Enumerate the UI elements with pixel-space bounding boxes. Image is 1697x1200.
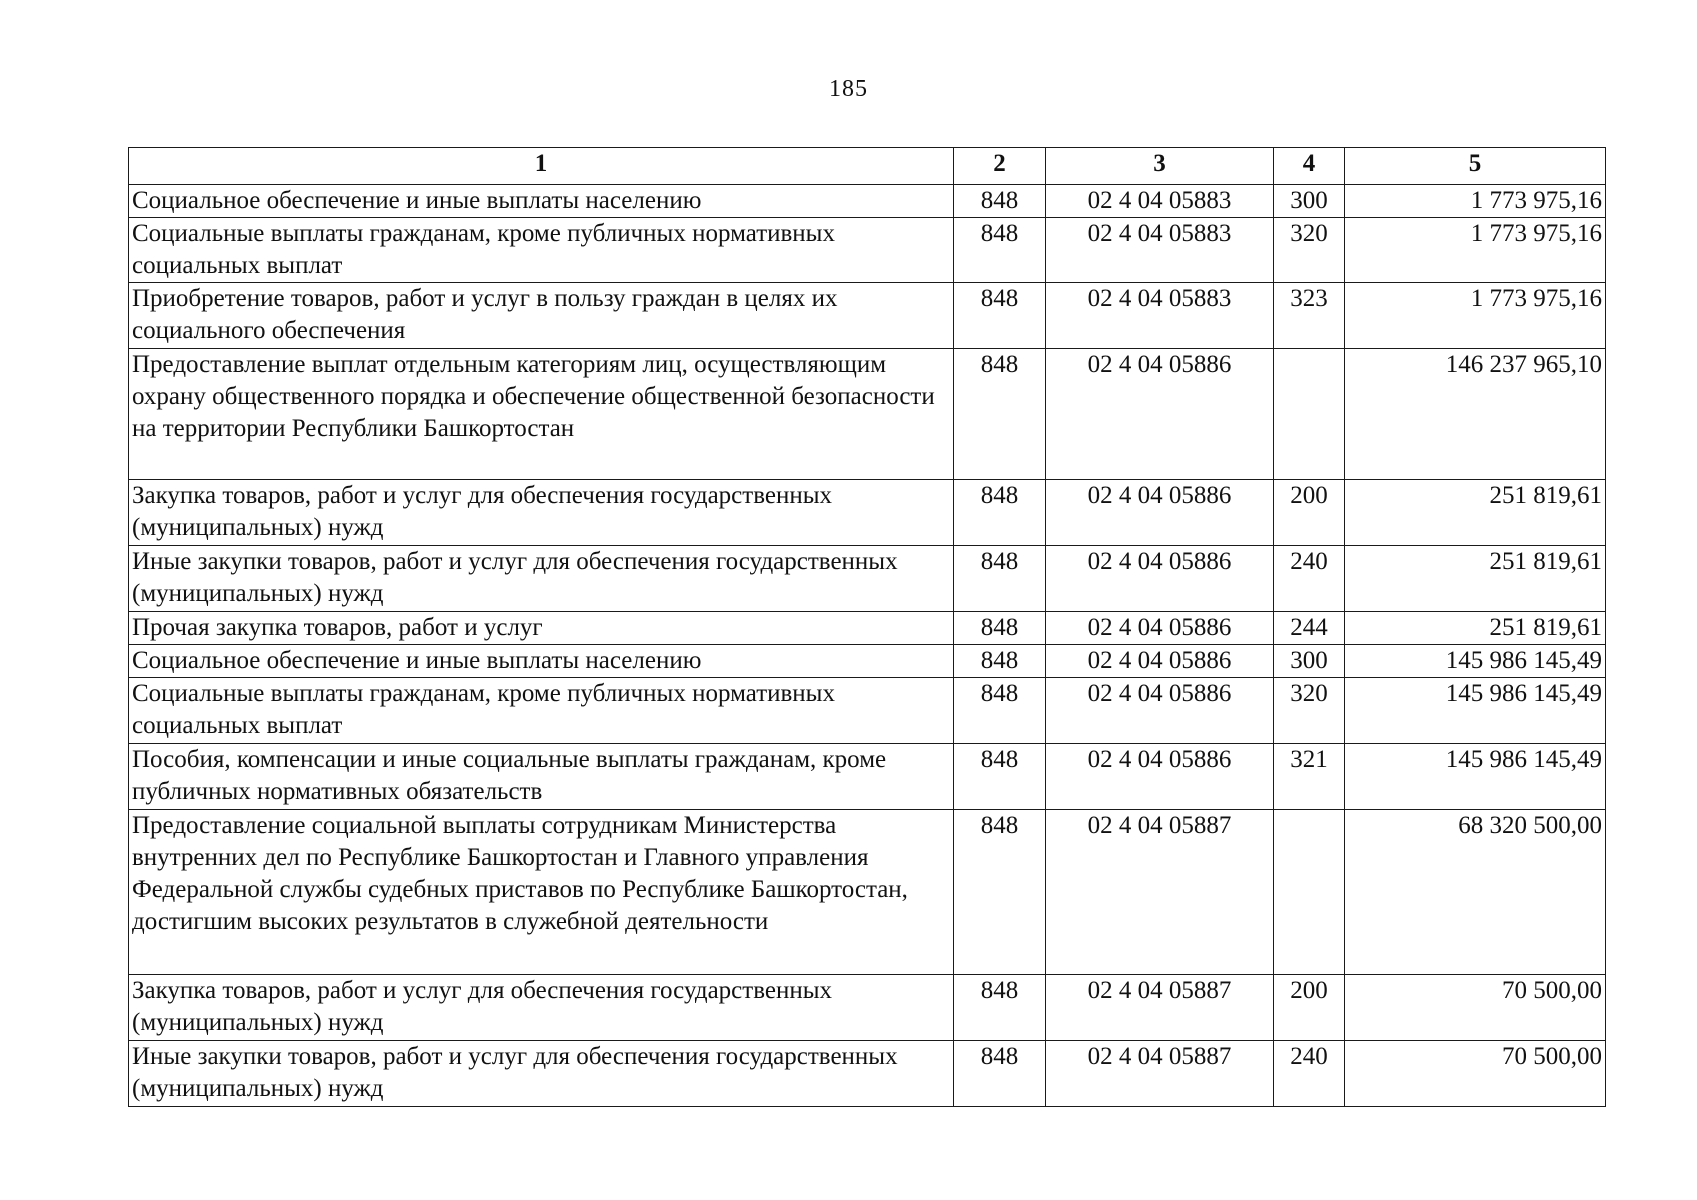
row-target: 02 4 04 05883: [1046, 218, 1274, 283]
row-target: 02 4 04 05887: [1046, 1041, 1274, 1107]
row-ministry: 848: [954, 975, 1046, 1041]
table-row: [129, 1041, 1606, 1107]
row-amount: 145 986 145,49: [1345, 678, 1606, 744]
table-row: [129, 744, 1606, 810]
row-target: 02 4 04 05886: [1046, 744, 1274, 810]
table-row: [129, 810, 1606, 975]
row-target: 02 4 04 05886: [1046, 645, 1274, 678]
row-name: Социальное обеспечение и иные выплаты населению: [129, 645, 954, 678]
row-expense-type: 240: [1274, 546, 1345, 612]
row-ministry: 848: [954, 645, 1046, 678]
row-ministry: 848: [954, 185, 1046, 218]
row-expense-type: 200: [1274, 480, 1345, 546]
header-col-1: 1: [129, 148, 954, 185]
row-expense-type: [1274, 349, 1345, 480]
row-target: 02 4 04 05886: [1046, 349, 1274, 480]
row-expense-type: 300: [1274, 645, 1345, 678]
table-row: [129, 349, 1606, 480]
row-ministry: 848: [954, 1041, 1046, 1107]
row-name: Иные закупки товаров, работ и услуг для обеспечения государственных (муниципальных) нужд: [129, 546, 954, 612]
row-expense-type: 323: [1274, 283, 1345, 349]
row-amount: 1 773 975,16: [1345, 218, 1606, 283]
table-row: [129, 480, 1606, 546]
row-expense-type: 200: [1274, 975, 1345, 1041]
row-target: 02 4 04 05883: [1046, 283, 1274, 349]
row-name: Иные закупки товаров, работ и услуг для обеспечения государственных (муниципальных) нужд: [129, 1041, 954, 1107]
row-ministry: 848: [954, 810, 1046, 975]
row-expense-type: 320: [1274, 678, 1345, 744]
header-col-2: 2: [954, 148, 1046, 185]
row-target: 02 4 04 05886: [1046, 546, 1274, 612]
row-amount: 70 500,00: [1345, 975, 1606, 1041]
table-row: [129, 185, 1606, 218]
row-amount: 251 819,61: [1345, 546, 1606, 612]
table-body: [129, 185, 1606, 1107]
row-expense-type: 240: [1274, 1041, 1345, 1107]
row-expense-type: 300: [1274, 185, 1345, 218]
table-row: [129, 218, 1606, 283]
row-amount: 251 819,61: [1345, 612, 1606, 645]
row-expense-type: 320: [1274, 218, 1345, 283]
table-row: [129, 612, 1606, 645]
row-name: Предоставление социальной выплаты сотрудникам Министерства внутренних дел по Республике Башкортостан и Главного управления Федеральной службы судебных приставов по Республике Башкортостан, достигшим высоких результатов в служебной деятельности: [129, 810, 954, 975]
row-name: Социальные выплаты гражданам, кроме публичных нормативных социальных выплат: [129, 218, 954, 283]
header-row: [129, 148, 1606, 185]
row-target: 02 4 04 05886: [1046, 612, 1274, 645]
budget-table: [128, 147, 1606, 1107]
table-row: [129, 678, 1606, 744]
table-row: [129, 546, 1606, 612]
row-amount: 68 320 500,00: [1345, 810, 1606, 975]
row-amount: 1 773 975,16: [1345, 283, 1606, 349]
row-amount: 251 819,61: [1345, 480, 1606, 546]
page-number: 185: [829, 76, 868, 102]
row-name: Пособия, компенсации и иные социальные выплаты гражданам, кроме публичных нормативных обязательств: [129, 744, 954, 810]
row-ministry: 848: [954, 349, 1046, 480]
table-row: [129, 645, 1606, 678]
row-amount: 70 500,00: [1345, 1041, 1606, 1107]
row-amount: 1 773 975,16: [1345, 185, 1606, 218]
row-amount: 146 237 965,10: [1345, 349, 1606, 480]
row-expense-type: 321: [1274, 744, 1345, 810]
row-target: 02 4 04 05883: [1046, 185, 1274, 218]
row-ministry: 848: [954, 744, 1046, 810]
row-ministry: 848: [954, 612, 1046, 645]
row-ministry: 848: [954, 218, 1046, 283]
row-ministry: 848: [954, 480, 1046, 546]
row-ministry: 848: [954, 678, 1046, 744]
header-col-4: 4: [1274, 148, 1345, 185]
row-amount: 145 986 145,49: [1345, 744, 1606, 810]
row-target: 02 4 04 05886: [1046, 678, 1274, 744]
table-row: [129, 975, 1606, 1041]
row-name: Социальное обеспечение и иные выплаты населению: [129, 185, 954, 218]
row-name: Прочая закупка товаров, работ и услуг: [129, 612, 954, 645]
row-name: Предоставление выплат отдельным категориям лиц, осуществляющим охрану общественного порядка и обеспечение общественной безопасности на территории Республики Башкортостан: [129, 349, 954, 480]
row-name: Закупка товаров, работ и услуг для обеспечения государственных (муниципальных) нужд: [129, 480, 954, 546]
row-ministry: 848: [954, 283, 1046, 349]
row-expense-type: [1274, 810, 1345, 975]
row-name: Приобретение товаров, работ и услуг в пользу граждан в целях их социального обеспечения: [129, 283, 954, 349]
header-col-3: 3: [1046, 148, 1274, 185]
row-name: Социальные выплаты гражданам, кроме публичных нормативных социальных выплат: [129, 678, 954, 744]
row-target: 02 4 04 05887: [1046, 975, 1274, 1041]
row-target: 02 4 04 05887: [1046, 810, 1274, 975]
row-amount: 145 986 145,49: [1345, 645, 1606, 678]
row-expense-type: 244: [1274, 612, 1345, 645]
header-col-5: 5: [1345, 148, 1606, 185]
row-name: Закупка товаров, работ и услуг для обеспечения государственных (муниципальных) нужд: [129, 975, 954, 1041]
row-ministry: 848: [954, 546, 1046, 612]
row-target: 02 4 04 05886: [1046, 480, 1274, 546]
table-row: [129, 283, 1606, 349]
